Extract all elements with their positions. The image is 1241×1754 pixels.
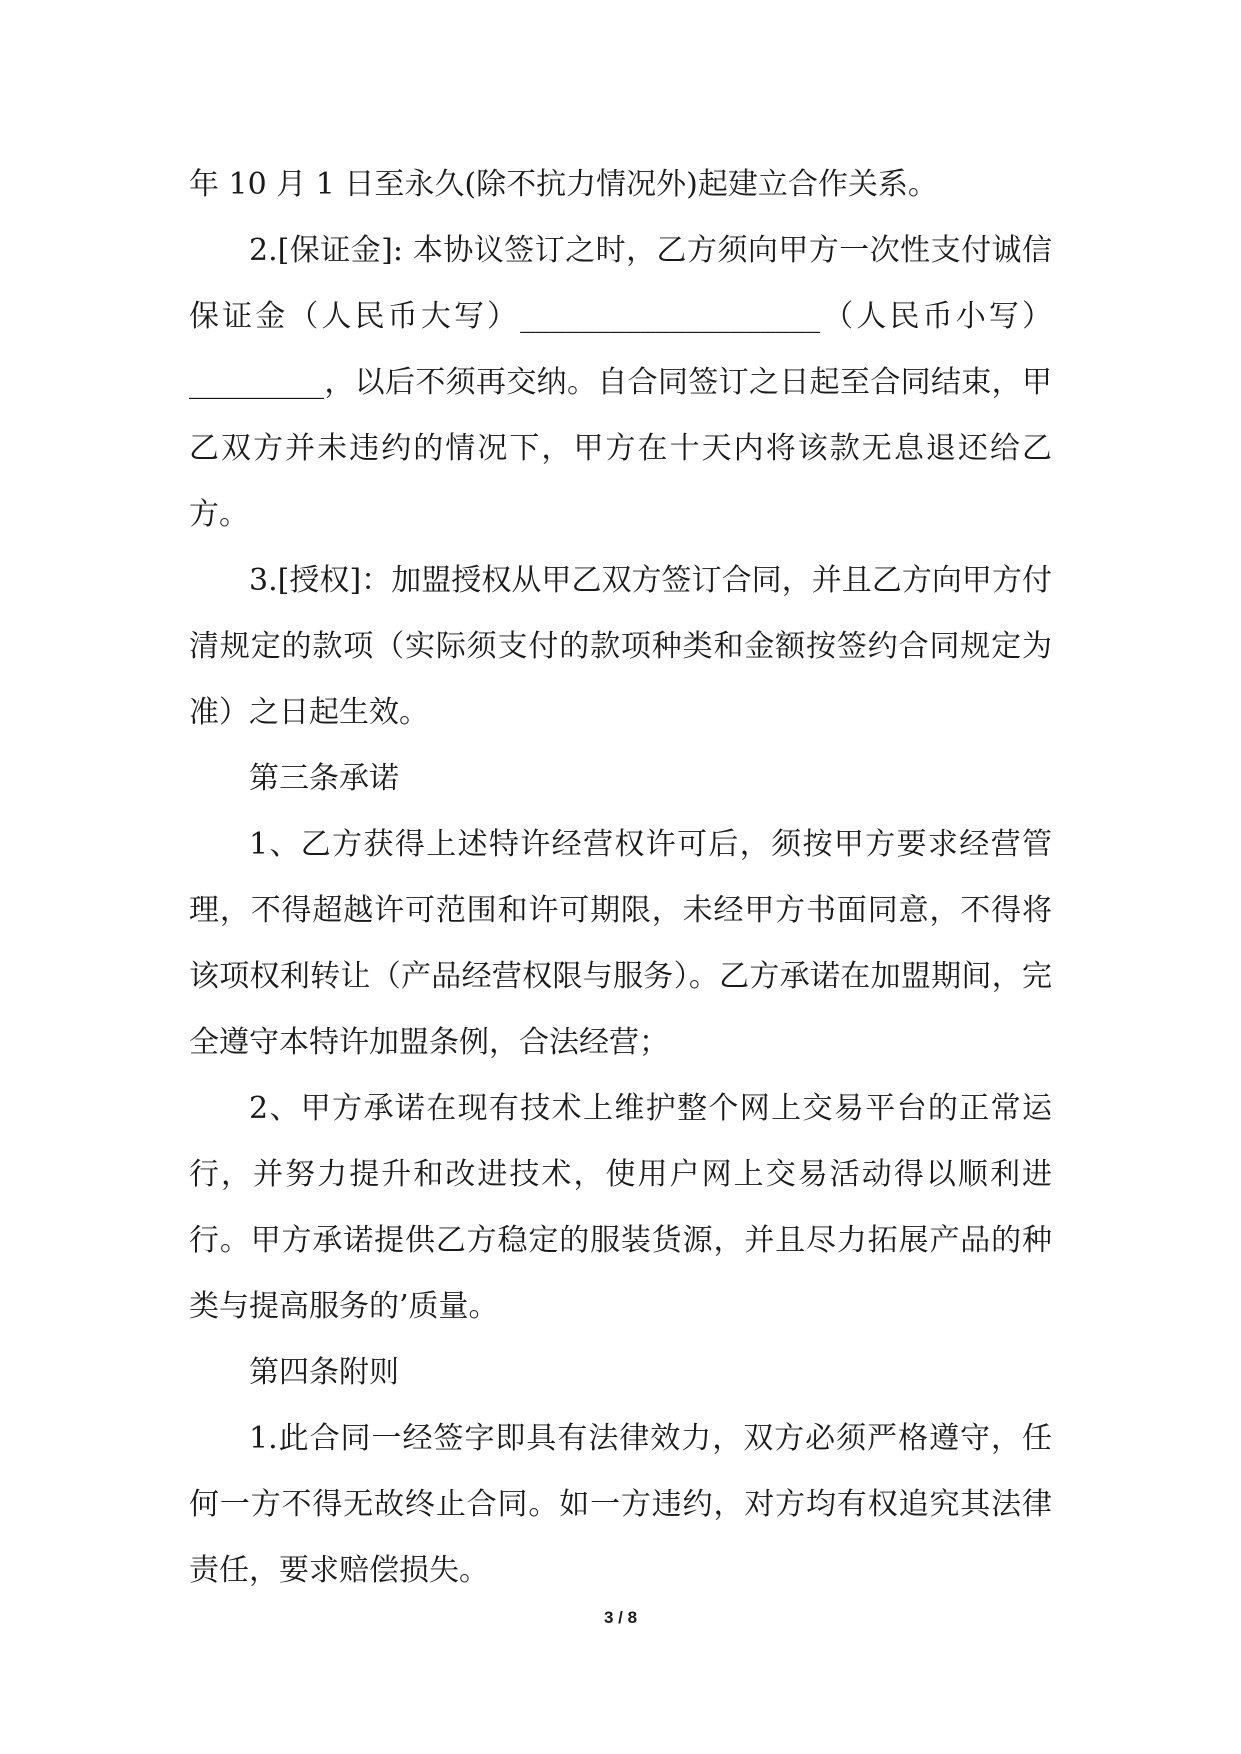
paragraph-continuation: 年 10 月 1 日至永久(除不抗力情况外)起建立合作关系。 [189, 167, 938, 202]
paragraph-authorization: 3.[授权]：加盟授权从甲乙双方签订合同，并且乙方向甲方付清规定的款项（实际须支付的款项种类和金额按签约合同规定为准）之日起生效。 [189, 563, 1052, 730]
paragraph-commitment-1: 1、乙方获得上述特许经营权许可后，须按甲方要求经营管理，不得超越许可范围和许可期限，未经甲方书面同意，不得将该项权利转让（产品经营权限与服务）。乙方承诺在加盟期间，完全遵守本特许加盟条例，合法经营； [189, 827, 1052, 1060]
paragraph-commitment-2: 2、甲方承诺在现有技术上维护整个网上交易平台的正常运行，并努力提升和改进技术，使用户网上交易活动得以顺利进行。甲方承诺提供乙方稳定的服装货源，并且尽力拓展产品的种类与提高服务的’质量。 [189, 1091, 1052, 1324]
paragraph-supplementary-1: 1.此合同一经签字即具有法律效力，双方必须严格遵守，任何一方不得无故终止合同。如一方违约，对方均有权追究其法律责任，要求赔偿损失。 [189, 1421, 1052, 1588]
page-number: 3 / 8 [603, 1608, 638, 1627]
document-body [189, 152, 1052, 1604]
section-heading-article-3: 第三条承诺 [249, 761, 399, 796]
paragraph-deposit: 2.[保证金]: 本协议签订之时，乙方须向甲方一次性支付诚信保证金（人民币大写）____________________（人民币小写）_________，以后不须再交纳。自合同签订之日起至合同结束，甲乙双方并未违约的情况下，甲方在十天内将该款无息退还给乙方。 [189, 233, 1052, 532]
section-heading-article-4: 第四条附则 [249, 1355, 399, 1390]
